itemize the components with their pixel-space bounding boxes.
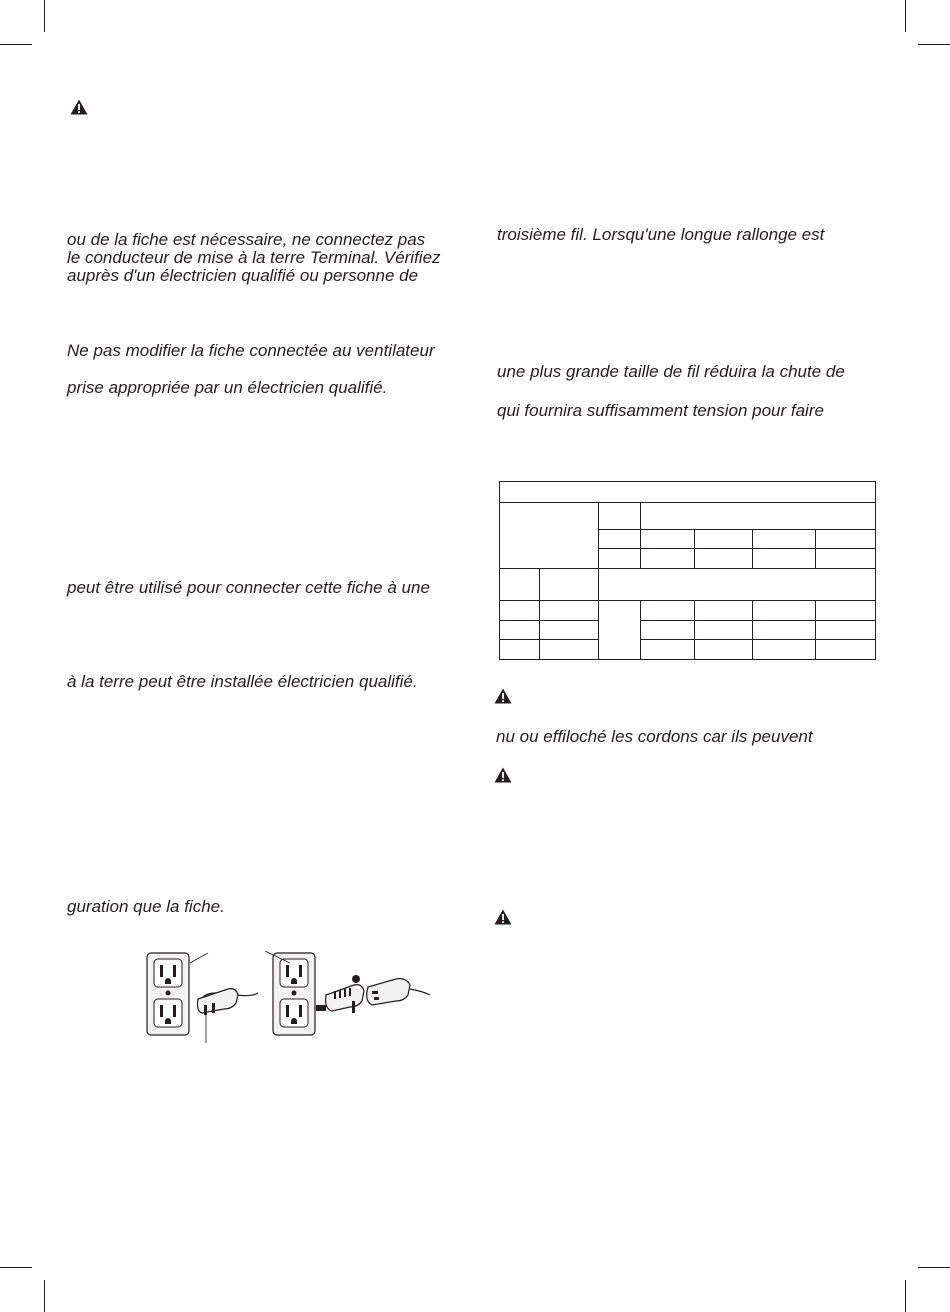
table-cell <box>500 503 599 569</box>
table-cell <box>816 549 876 569</box>
table-cell <box>599 503 641 530</box>
warning-triangle-icon <box>70 99 88 115</box>
body-text-line: guration que la fiche. <box>67 897 225 916</box>
table-cell <box>500 600 540 620</box>
table-cell <box>753 530 816 549</box>
table-cell <box>500 569 540 600</box>
body-text-line: ou de la fiche est nécessaire, ne connectez pas <box>67 230 426 249</box>
table-cell <box>540 620 599 639</box>
body-text-line: prise appropriée par un électricien qualifié. <box>67 378 388 397</box>
three-prong-plug-icon <box>198 989 259 1015</box>
table-cell <box>695 639 753 659</box>
table-cell <box>816 530 876 549</box>
body-text-line: troisième fil. Lorsqu'une longue rallonge est <box>497 225 825 244</box>
table-cell <box>599 600 641 659</box>
table-cell <box>816 620 876 639</box>
crop-mark <box>44 0 45 32</box>
table-cell <box>816 600 876 620</box>
table-cell <box>695 600 753 620</box>
warning-triangle-icon <box>494 909 512 925</box>
body-text-line: à la terre peut être installée électricien qualifié. <box>67 672 418 691</box>
table-cell <box>641 530 695 549</box>
warning-triangle-icon <box>494 767 512 783</box>
table-cell <box>540 639 599 659</box>
grounded-outlet-icon <box>147 953 189 1035</box>
body-text-line: le conducteur de mise à la terre Terminal. Vérifiez <box>67 248 441 267</box>
table-cell <box>816 639 876 659</box>
table-cell <box>599 549 641 569</box>
crop-mark <box>0 1267 32 1268</box>
table-cell <box>540 600 599 620</box>
body-text-line: qui fournira suffisamment tension pour faire <box>497 401 824 420</box>
crop-mark <box>918 44 950 45</box>
three-prong-plug-icon <box>367 979 430 1005</box>
crop-mark <box>918 1267 950 1268</box>
extension-cord-table <box>499 481 876 660</box>
body-text-line: peut être utilisé pour connecter cette fiche à une <box>67 578 430 597</box>
table-cell <box>500 639 540 659</box>
crop-mark <box>0 44 32 45</box>
table-cell <box>500 620 540 639</box>
table-cell <box>641 503 876 530</box>
grounding-diagram <box>140 945 440 1045</box>
crop-mark <box>905 1280 906 1312</box>
table-cell <box>753 549 816 569</box>
body-text-line: Ne pas modifier la fiche connectée au ventilateur <box>67 341 435 360</box>
table-cell <box>599 569 876 600</box>
table-cell <box>753 639 816 659</box>
table-cell <box>641 600 695 620</box>
body-text-line: une plus grande taille de fil réduira la chute de <box>497 362 845 381</box>
table-cell <box>695 549 753 569</box>
crop-mark <box>905 0 906 32</box>
grounded-outlet-icon <box>273 953 315 1035</box>
crop-mark <box>44 1280 45 1312</box>
table-cell <box>695 530 753 549</box>
table-header-cell <box>500 482 876 503</box>
table-cell <box>641 549 695 569</box>
table-cell <box>753 620 816 639</box>
body-text-line: auprès d'un électricien qualifié ou personne de <box>67 266 419 285</box>
table-cell <box>540 569 599 600</box>
warning-triangle-icon <box>494 688 512 704</box>
body-text-line: nu ou effiloché les cordons car ils peuvent <box>496 727 813 746</box>
table-cell <box>753 600 816 620</box>
table-cell <box>695 620 753 639</box>
table-cell <box>599 530 641 549</box>
table-cell <box>641 639 695 659</box>
grounding-adapter-icon <box>316 975 364 1013</box>
table-cell <box>641 620 695 639</box>
